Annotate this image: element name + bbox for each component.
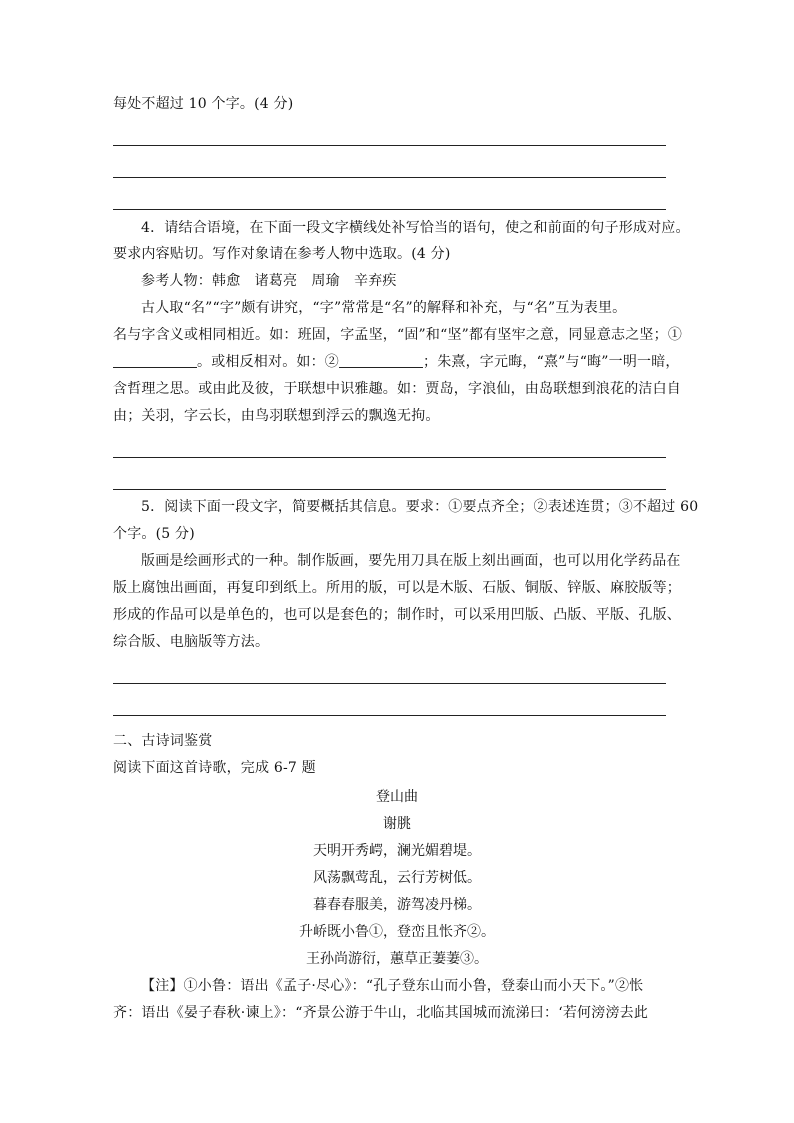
answer-line [113, 683, 666, 684]
poem-line: 天明开秀崿，澜光媚碧堤。 [313, 843, 481, 859]
q4-prompt-line1: 4．请结合语境，在下面一段文字横线处补写恰当的语句，使之和前面的句子形成对应。 [141, 220, 690, 236]
answer-line [113, 145, 666, 146]
q4-passage-line1: 古人取“名”“字”颇有讲究，“字”常常是“名”的解释和补充，与“名”互为表里。 [141, 300, 627, 316]
q3-instruction-tail: 每处不超过 10 个字。(4 分) [113, 96, 294, 112]
q4-prompt-line2: 要求内容贴切。写作对象请在参考人物中选取。(4 分) [113, 246, 451, 262]
q5-passage-line2: 版上腐蚀出画面，再复印到纸上。所用的版，可以是木版、石版、铜版、锌版、麻胶版等； [113, 580, 681, 596]
answer-line [113, 457, 666, 458]
answer-line [113, 177, 666, 178]
poem-note-line2: 齐：语出《晏子春秋·谏上》：“齐景公游于牛山，北临其国城而流涕曰：‘若何滂滂去此 [113, 1005, 649, 1021]
q4-passage-line4: 含哲理之思。或由此及彼，于联想中识雅趣。如：贾岛，字浪仙，由岛联想到浪花的洁白自 [113, 381, 681, 397]
poem-title: 登山曲 [376, 789, 418, 805]
poem-line: 升峤既小鲁①，登峦且怅齐②。 [299, 924, 495, 940]
poem-line: 风荡飘莺乱，云行芳树低。 [313, 870, 481, 886]
q4-passage-segment: 。或相反相对。如：② [197, 354, 339, 370]
poem-line: 暮春春服美，游驾凌丹梯。 [313, 897, 481, 913]
q4-passage-segment: ；朱熹，字元晦，“熹”与“晦”一明一暗， [423, 354, 680, 370]
q5-passage-line3: 形成的作品可以是单色的，也可以是套色的；制作时，可以采用凹版、凸版、平版、孔版、 [113, 607, 681, 623]
poem-author: 谢朓 [383, 816, 411, 832]
q5-passage-line1: 版画是绘画形式的一种。制作版画，要先用刀具在版上刻出画面，也可以用化学药品在 [141, 553, 681, 569]
q4-passage-line2: 名与字含义或相同相近。如：班固，字孟坚，“固”和“坚”都有坚牢之意，同显意志之坚；① [113, 327, 683, 343]
answer-line [113, 715, 666, 716]
section-instruction: 阅读下面这首诗歌，完成 6-7 题 [113, 760, 316, 776]
q5-prompt-line1: 5．阅读下面一段文字，简要概括其信息。要求：①要点齐全；②表述连贯；③不超过 60 [141, 499, 699, 515]
poem-note-line1: 【注】①小鲁：语出《孟子·尽心》：“孔子登东山而小鲁，登泰山而小天下。”②怅 [141, 978, 644, 994]
fill-blank-1[interactable] [113, 353, 197, 368]
poem-line: 王孙尚游衍，蕙草正萋萋③。 [306, 951, 488, 967]
q4-passage-line3 [113, 352, 680, 372]
fill-blank-2[interactable] [339, 353, 423, 368]
section-heading: 二、古诗词鉴赏 [113, 733, 213, 749]
q5-prompt-line2: 个字。(5 分) [113, 526, 195, 542]
answer-line [113, 489, 666, 490]
answer-line [113, 209, 666, 210]
q4-reference-people: 参考人物：韩愈 诸葛亮 周瑜 辛弃疾 [141, 273, 397, 289]
q4-passage-line5: 由；关羽，字云长，由鸟羽联想到浮云的飘逸无拘。 [113, 408, 440, 424]
q5-passage-line4: 综合版、电脑版等方法。 [113, 634, 270, 650]
